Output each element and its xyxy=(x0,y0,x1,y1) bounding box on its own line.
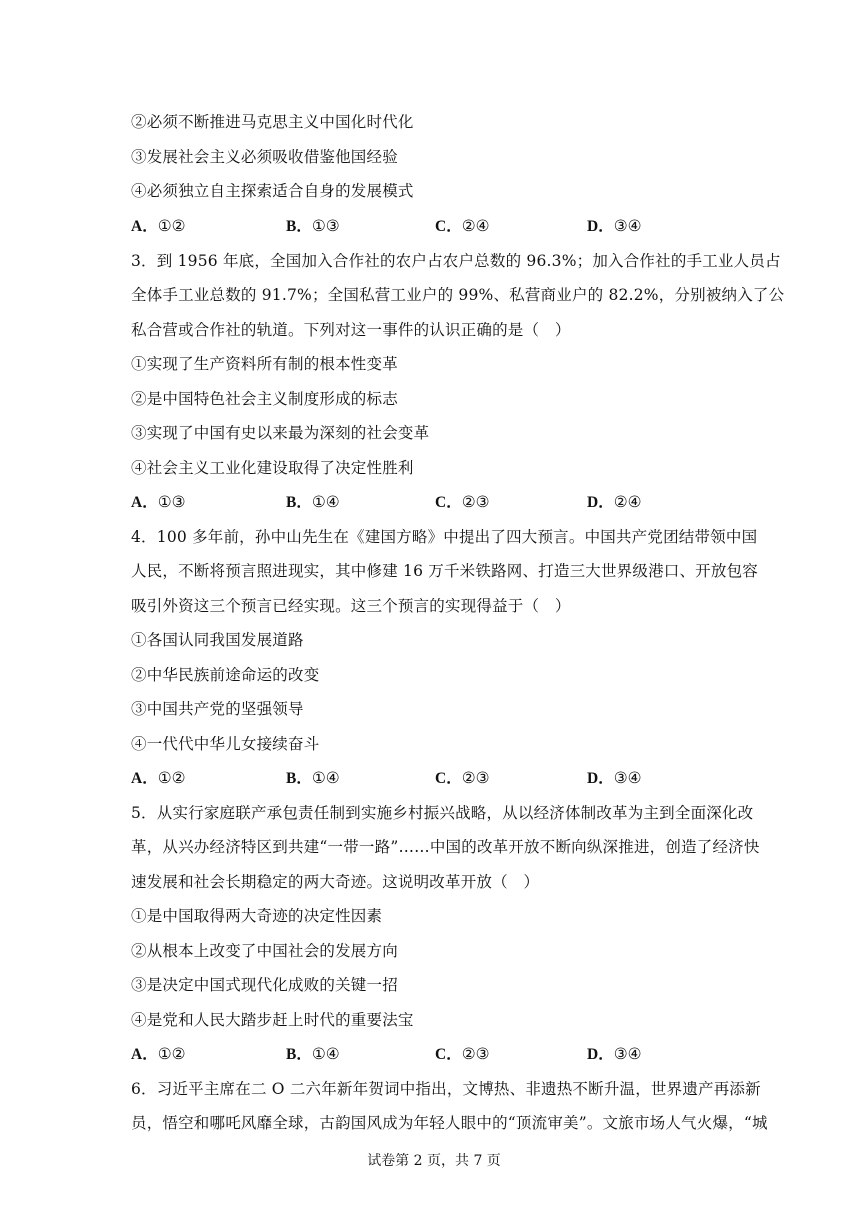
q2-option-a: A．①② xyxy=(131,217,186,235)
q4-item-1: ①各国认同我国发展道路 xyxy=(131,631,304,649)
q3-item-3: ③实现了中国有史以来最为深刻的社会变革 xyxy=(131,424,430,442)
q5-item-4: ④是党和人民大踏步赶上时代的重要法宝 xyxy=(131,1011,414,1029)
q4-stem-line-2: 人民，不断将预言照进现实，其中修建 16 万千米铁路网、打造三大世界级港口、开放包容 xyxy=(131,562,758,580)
q5-option-b: B．①④ xyxy=(286,1045,340,1063)
q4-option-a: A．①② xyxy=(131,769,186,787)
q4-stem-line-1: 4．100 多年前，孙中山先生在《建国方略》中提出了四大预言。中国共产党团结带领中国 xyxy=(131,528,758,546)
q3-item-4: ④社会主义工业化建设取得了决定性胜利 xyxy=(131,459,414,477)
q3-stem-line-3: 私合营或合作社的轨道。下列对这一事件的认识正确的是（ ） xyxy=(131,321,571,339)
q4-option-c: C．②③ xyxy=(435,769,490,787)
q5-stem-line-3: 速发展和社会长期稳定的两大奇迹。这说明改革开放（ ） xyxy=(131,873,540,891)
q5-options xyxy=(131,1042,771,1066)
q3-option-d: D．②④ xyxy=(587,493,642,511)
q2-option-c: C．②④ xyxy=(435,217,490,235)
q4-item-4: ④一代代中华儿女接续奋斗 xyxy=(131,735,320,753)
q4-item-3: ③中国共产党的坚强领导 xyxy=(131,700,304,718)
q5-item-1: ①是中国取得两大奇迹的决定性因素 xyxy=(131,907,383,925)
q6-stem-line-1: 6．习近平主席在二 O 二六年新年贺词中指出，文博热、非遗热不断升温，世界遗产再添新 xyxy=(131,1080,761,1098)
q4-options xyxy=(131,766,771,790)
q4-option-b: B．①④ xyxy=(286,769,340,787)
q2-option-d: D．③④ xyxy=(587,217,642,235)
q4-option-d: D．③④ xyxy=(587,769,642,787)
q4-stem-line-3: 吸引外资这三个预言已经实现。这三个预言的实现得益于（ ） xyxy=(131,597,571,615)
q3-stem-line-1: 3．到 1956 年底，全国加入合作社的农户占农户总数的 96.3%；加入合作社的手工业人员占 xyxy=(131,252,781,270)
q3-option-b: B．①④ xyxy=(286,493,340,511)
q3-option-a: A．①③ xyxy=(131,493,186,511)
q2-item-4: ④必须独立自主探索适合自身的发展模式 xyxy=(131,182,414,200)
q3-options xyxy=(131,490,771,514)
q5-stem-line-1: 5．从实行家庭联产承包责任制到实施乡村振兴战略，从以经济体制改革为主到全面深化改 xyxy=(131,804,754,822)
q3-stem-line-2: 全体手工业总数的 91.7%；全国私营工业户的 99%、私营商业户的 82.2%，分别被纳入了公 xyxy=(131,286,785,304)
q2-options xyxy=(131,214,771,238)
q5-item-3: ③是决定中国式现代化成败的关键一招 xyxy=(131,976,398,994)
q5-option-c: C．②③ xyxy=(435,1045,490,1063)
page-footer: 试卷第 2 页，共 7 页 xyxy=(367,1153,501,1169)
q5-option-a: A．①② xyxy=(131,1045,186,1063)
q2-item-3: ③发展社会主义必须吸收借鉴他国经验 xyxy=(131,148,398,166)
q4-item-2: ②中华民族前途命运的改变 xyxy=(131,666,320,684)
q6-stem-line-2: 员，悟空和哪吒风靡全球，古韵国风成为年轻人眼中的“顶流审美”。文旅市场人气火爆，“城 xyxy=(131,1114,768,1132)
q2-option-b: B．①③ xyxy=(286,217,340,235)
q3-option-c: C．②③ xyxy=(435,493,490,511)
q5-stem-line-2: 革，从兴办经济特区到共建“一带一路”……中国的改革开放不断向纵深推进，创造了经济快 xyxy=(131,838,760,856)
q5-option-d: D．③④ xyxy=(587,1045,642,1063)
q5-item-2: ②从根本上改变了中国社会的发展方向 xyxy=(131,942,398,960)
q3-item-1: ①实现了生产资料所有制的根本性变革 xyxy=(131,355,398,373)
q3-item-2: ②是中国特色社会主义制度形成的标志 xyxy=(131,390,398,408)
q2-item-2: ②必须不断推进马克思主义中国化时代化 xyxy=(131,113,414,131)
